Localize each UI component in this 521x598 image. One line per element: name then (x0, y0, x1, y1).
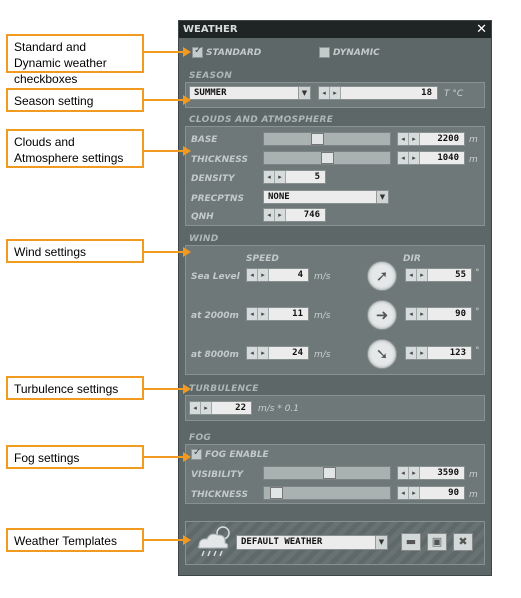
wind-8000-dir-stepper[interactable] (405, 346, 472, 360)
wind-sealevel-speed-stepper[interactable] (246, 268, 309, 282)
leader-checkboxes (144, 51, 184, 53)
season-select[interactable] (189, 86, 311, 100)
density-label: DENSITY (191, 174, 235, 184)
arrow-right-icon[interactable]: ▸ (275, 209, 286, 221)
chevron-down-icon[interactable]: ▼ (375, 536, 387, 549)
arrow-right-icon[interactable]: ▸ (417, 347, 428, 359)
arrow-clouds (183, 146, 191, 156)
arrow-turbulence (183, 384, 191, 394)
wind-dir-header: DIR (403, 254, 421, 264)
visibility-stepper[interactable] (397, 466, 465, 480)
base-slider-thumb[interactable] (311, 133, 324, 145)
wind-sealevel-speed[interactable]: 4 (297, 270, 303, 280)
arrow-right-icon[interactable]: ▸ (330, 87, 341, 99)
arrow-right-icon[interactable]: ▸ (258, 308, 269, 320)
temperature-unit: T °C (444, 89, 464, 99)
wind-8000-dir[interactable]: 123 (449, 348, 466, 358)
turbulence-header: TURBULENCE (189, 384, 259, 394)
arrow-season (183, 95, 191, 105)
precipitation-value: NONE (268, 192, 290, 202)
close-icon[interactable]: ✕ (476, 22, 487, 37)
wind-2000-speed-stepper[interactable] (246, 307, 309, 321)
cloud-thickness-slider-thumb[interactable] (321, 152, 334, 164)
wind-sealevel-dir-knob[interactable] (367, 261, 397, 291)
cloud-thickness-value[interactable]: 1040 (437, 153, 459, 163)
wind-speed-unit: m/s (314, 272, 331, 282)
standard-checkbox[interactable] (192, 47, 203, 58)
wind-2000-label: at 2000m (191, 311, 239, 321)
arrow-right-icon[interactable]: ▸ (275, 171, 286, 183)
wind-header: WIND (189, 234, 219, 244)
arrow-left-icon[interactable]: ◂ (264, 209, 275, 221)
cloud-thickness-stepper[interactable] (397, 151, 465, 165)
weather-template-select[interactable] (236, 535, 388, 550)
callout-checkboxes: Standard and Dynamic weather checkboxes (6, 34, 144, 73)
chevron-down-icon[interactable]: ▼ (376, 191, 388, 203)
clouds-header: CLOUDS AND ATMOSPHERE (189, 115, 334, 125)
temperature-stepper[interactable] (318, 86, 438, 100)
wind-speed-unit: m/s (314, 350, 331, 360)
leader-season (144, 99, 184, 101)
fog-thickness-unit: m (469, 490, 478, 500)
arrow-right-icon[interactable]: ▸ (417, 308, 428, 320)
arrow-right-icon[interactable]: ▸ (201, 402, 212, 414)
arrow-left-icon[interactable]: ◂ (398, 487, 409, 499)
visibility-slider[interactable] (263, 466, 391, 480)
cloud-thickness-label: THICKNESS (191, 155, 248, 165)
arrow-right-icon[interactable]: ▸ (409, 133, 420, 145)
qnh-value[interactable]: 746 (303, 210, 320, 220)
arrow-left-icon[interactable]: ◂ (406, 347, 417, 359)
fog-thickness-slider-thumb[interactable] (270, 487, 283, 499)
dynamic-label: DYNAMIC (333, 48, 380, 58)
wind-8000-speed-stepper[interactable] (246, 346, 309, 360)
turbulence-stepper[interactable] (189, 401, 252, 415)
wind-sealevel-label: Sea Level (191, 272, 240, 282)
arrow-left-icon[interactable]: ◂ (398, 467, 409, 479)
standard-label: STANDARD (206, 48, 262, 58)
weather-window (178, 20, 492, 576)
arrow-right-icon[interactable]: ▸ (409, 152, 420, 164)
turbulence-value[interactable]: 22 (235, 403, 246, 413)
density-value[interactable]: 5 (314, 172, 320, 182)
callout-templates: Weather Templates (6, 528, 144, 552)
arrow-right-icon[interactable]: ▸ (258, 347, 269, 359)
window-title: WEATHER (183, 24, 238, 35)
arrow-left-icon[interactable]: ◂ (398, 152, 409, 164)
visibility-unit: m (469, 470, 478, 480)
arrow-right-icon[interactable]: ▸ (417, 269, 428, 281)
qnh-stepper[interactable] (263, 208, 326, 222)
wind-2000-speed[interactable]: 11 (292, 309, 303, 319)
arrow-northeast-icon: ➚ (375, 267, 389, 285)
cloud-thickness-unit: m (469, 155, 478, 165)
arrow-left-icon[interactable]: ◂ (247, 308, 258, 320)
leader-wind (144, 251, 184, 253)
arrow-checkboxes (183, 47, 191, 57)
visibility-slider-thumb[interactable] (323, 467, 336, 479)
dynamic-checkbox[interactable] (319, 47, 330, 58)
folder-icon: ▬ (405, 535, 417, 548)
arrow-left-icon[interactable]: ◂ (190, 402, 201, 414)
fog-thickness-stepper[interactable] (397, 486, 465, 500)
wind-dir-unit: ° (475, 307, 480, 317)
delete-template-button[interactable] (453, 533, 473, 551)
leader-turbulence (144, 388, 184, 390)
title-bar (179, 21, 491, 38)
fog-enable-checkbox[interactable] (191, 449, 202, 460)
arrow-southeast-icon: ➘ (375, 345, 389, 363)
base-stepper[interactable] (397, 132, 465, 146)
wind-speed-header: SPEED (246, 254, 279, 264)
fog-thickness-label: THICKNESS (191, 490, 248, 500)
save-template-button[interactable] (427, 533, 447, 551)
leader-clouds (144, 150, 184, 152)
arrow-right-icon[interactable]: ▸ (258, 269, 269, 281)
leader-fog (144, 456, 184, 458)
arrow-wind (183, 247, 191, 257)
arrow-left-icon[interactable]: ◂ (406, 269, 417, 281)
arrow-east-icon: ➜ (375, 306, 389, 324)
wind-dir-unit: ° (475, 268, 480, 278)
open-template-button[interactable] (401, 533, 421, 551)
fog-thickness-slider[interactable] (263, 486, 391, 500)
save-icon: ▣ (431, 535, 443, 548)
visibility-label: VISIBILITY (191, 470, 244, 480)
arrow-left-icon[interactable]: ◂ (319, 87, 330, 99)
precipitation-select[interactable] (263, 190, 389, 204)
season-value: SUMMER (194, 88, 227, 98)
base-slider[interactable] (263, 132, 391, 146)
callout-clouds: Clouds and Atmosphere settings (6, 129, 144, 168)
arrow-left-icon[interactable]: ◂ (264, 171, 275, 183)
arrow-right-icon[interactable]: ▸ (409, 467, 420, 479)
base-value[interactable]: 2200 (437, 134, 459, 144)
leader-templates (144, 539, 184, 541)
callout-season: Season setting (6, 88, 144, 112)
fog-header: FOG (189, 433, 212, 443)
arrow-right-icon[interactable]: ▸ (409, 487, 420, 499)
visibility-value[interactable]: 3590 (437, 468, 459, 478)
fog-thickness-value[interactable]: 90 (448, 488, 459, 498)
wind-2000-dir[interactable]: 90 (455, 309, 466, 319)
weather-cloud-icon (193, 524, 233, 560)
chevron-down-icon[interactable]: ▼ (298, 87, 310, 99)
season-header: SEASON (189, 71, 233, 81)
wind-sealevel-dir[interactable]: 55 (455, 270, 466, 280)
wind-2000-dir-stepper[interactable] (405, 307, 472, 321)
temperature-value[interactable]: 18 (421, 88, 432, 98)
arrow-templates (183, 535, 191, 545)
base-label: BASE (191, 135, 218, 145)
wind-8000-speed[interactable]: 24 (292, 348, 303, 358)
qnh-label: QNH (191, 212, 214, 222)
density-stepper[interactable] (263, 170, 326, 184)
wind-8000-label: at 8000m (191, 350, 239, 360)
base-unit: m (469, 135, 478, 145)
arrow-fog (183, 452, 191, 462)
precipitation-label: PRECPTNS (191, 194, 245, 204)
wind-2000-dir-knob[interactable] (367, 300, 397, 330)
callout-wind: Wind settings (6, 239, 144, 263)
callout-fog: Fog settings (6, 445, 144, 469)
wind-sealevel-dir-stepper[interactable] (405, 268, 472, 282)
arrow-left-icon[interactable]: ◂ (247, 347, 258, 359)
cloud-thickness-slider[interactable] (263, 151, 391, 165)
wind-speed-unit: m/s (314, 311, 331, 321)
wind-8000-dir-knob[interactable] (367, 339, 397, 369)
turbulence-unit: m/s * 0.1 (258, 404, 300, 414)
callout-turbulence: Turbulence settings (6, 376, 144, 400)
arrow-left-icon[interactable]: ◂ (398, 133, 409, 145)
weather-template-value: DEFAULT WEATHER (241, 537, 323, 547)
fog-enable-label: FOG ENABLE (205, 450, 269, 460)
wind-dir-unit: ° (475, 346, 480, 356)
delete-icon: ✖ (458, 535, 468, 548)
arrow-left-icon[interactable]: ◂ (406, 308, 417, 320)
arrow-left-icon[interactable]: ◂ (247, 269, 258, 281)
